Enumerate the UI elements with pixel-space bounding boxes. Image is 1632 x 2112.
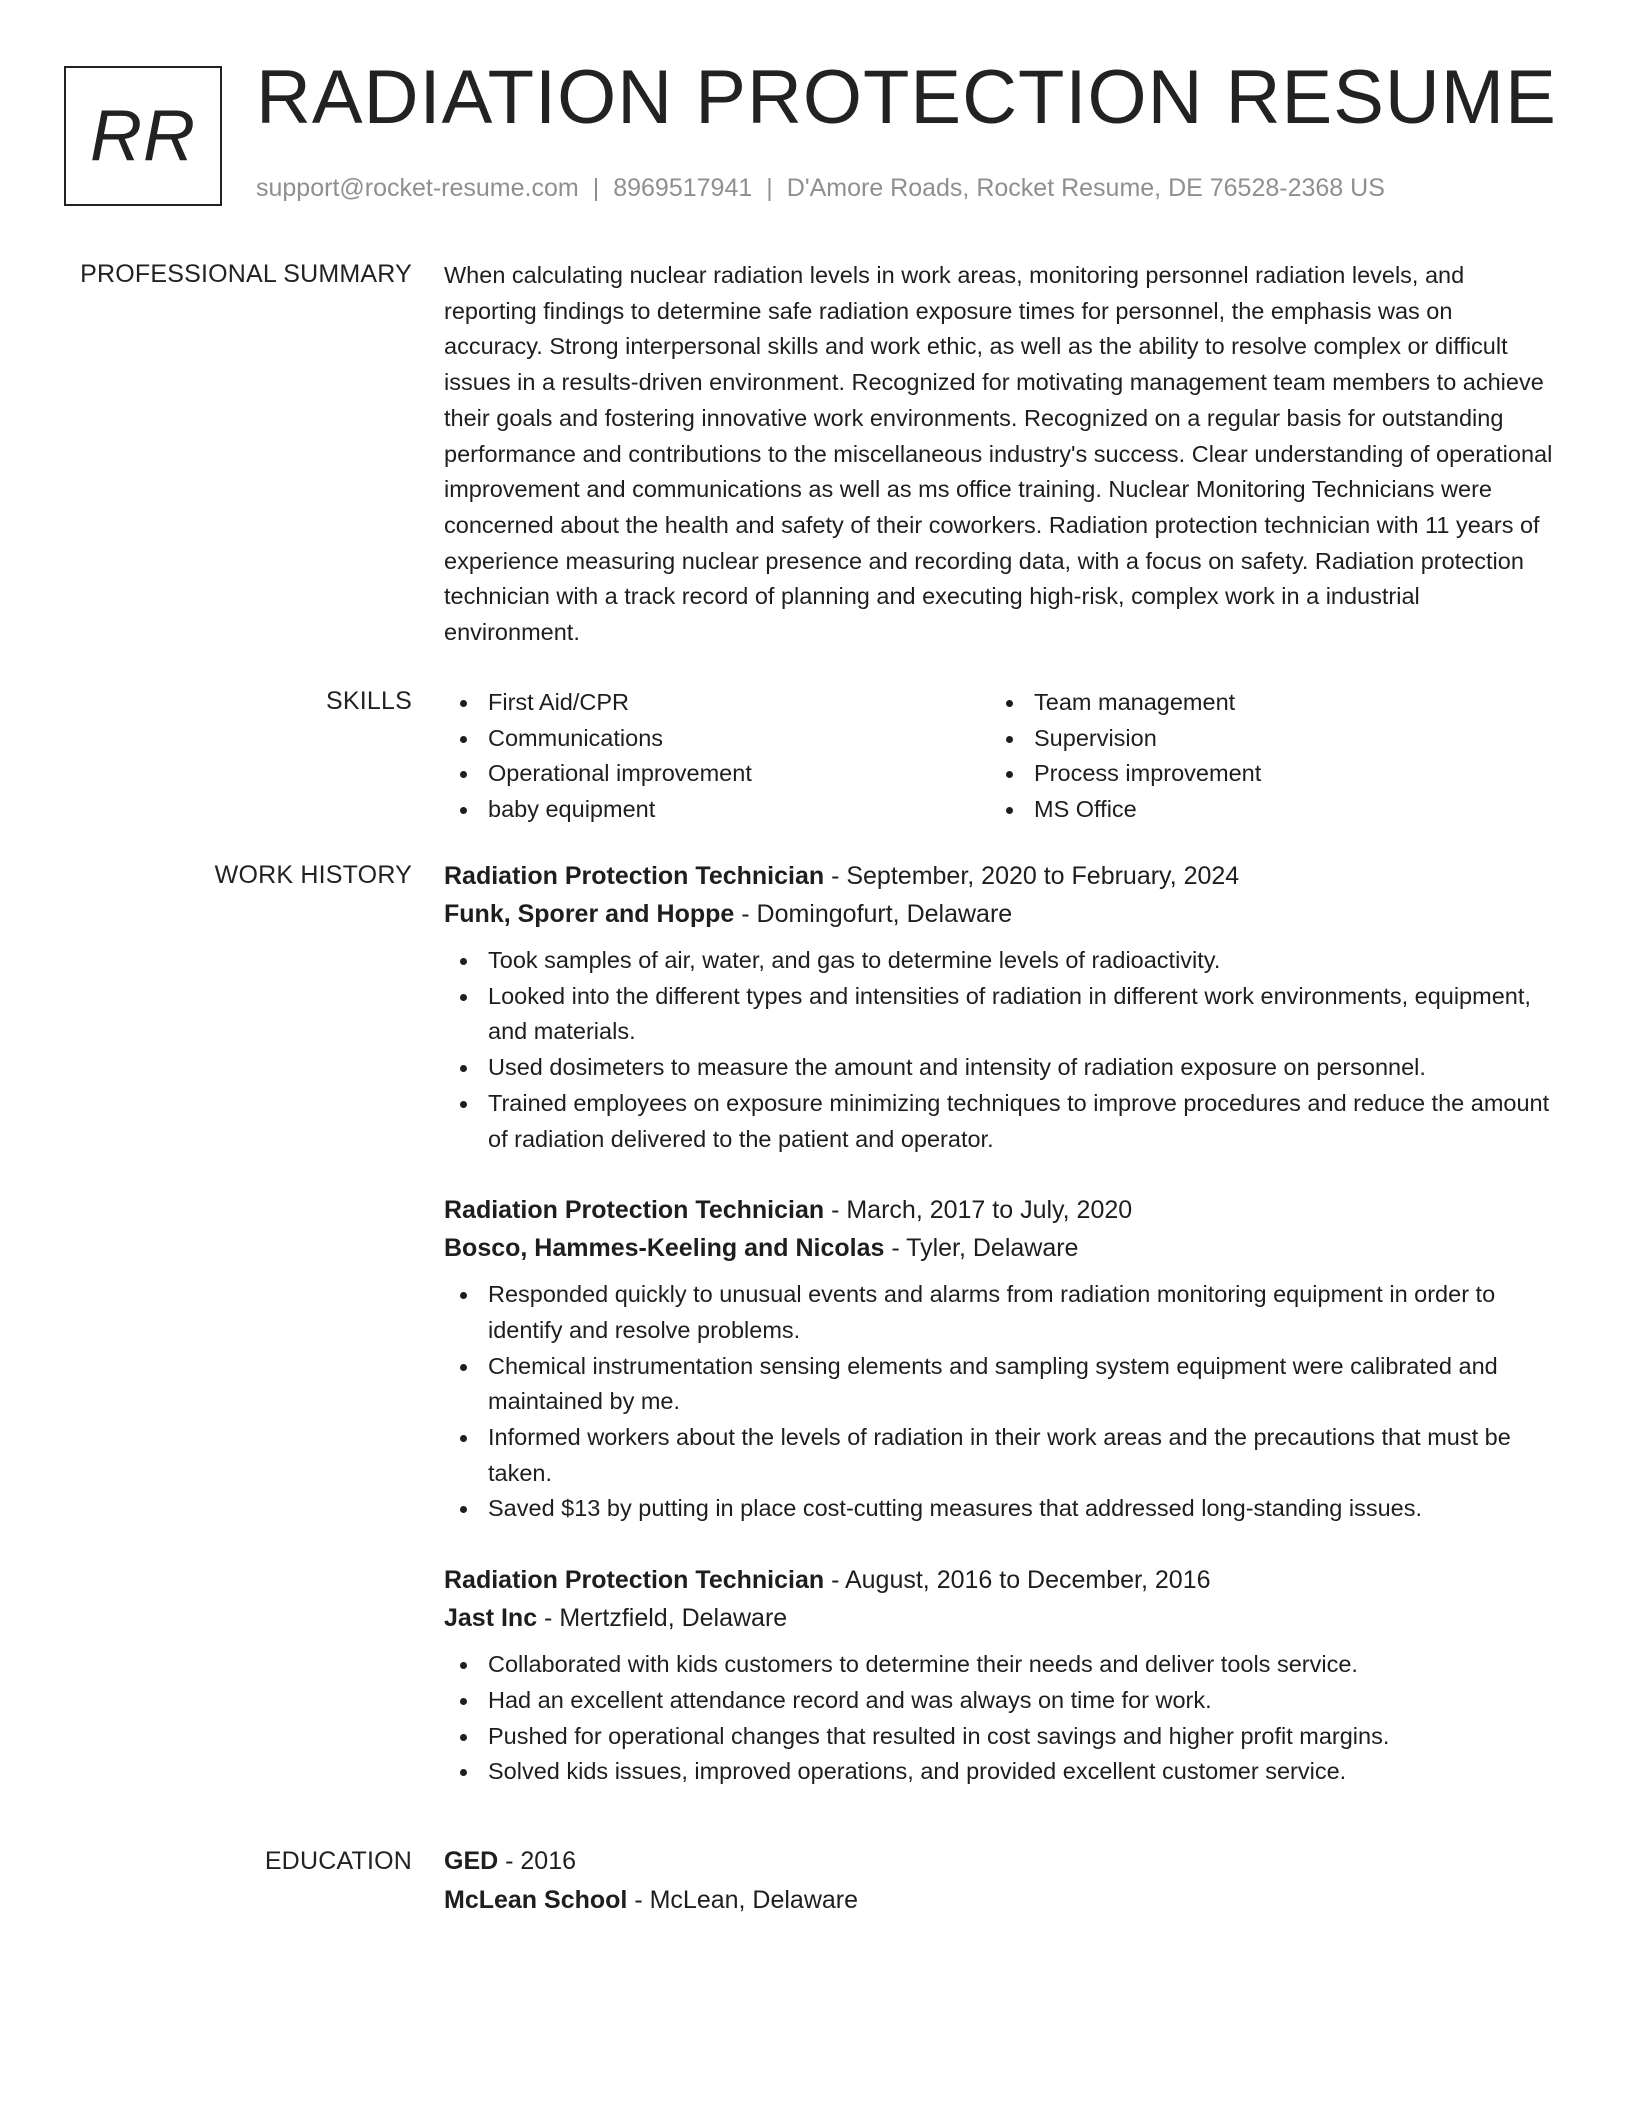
job-duty: Collaborated with kids customers to determine their needs and deliver tools service. [488,1647,1556,1683]
job-title: Radiation Protection Technician [444,1196,825,1225]
contact-phone[interactable]: 8969517941 [613,174,753,202]
job-company: Funk, Sporer and Hoppe [444,900,735,928]
education-school: McLean School [444,1886,628,1914]
section-heading-education: EDUCATION [264,1847,412,1875]
contact-line [256,174,1385,203]
section-heading-summary: PROFESSIONAL SUMMARY [80,260,412,288]
section-heading-work-history: WORK HISTORY [214,861,412,889]
job-title: Radiation Protection Technician [444,862,825,890]
skill-item: Team management [1034,685,1536,721]
job-duty: Pushed for operational changes that resulted in cost savings and higher profit margins. [488,1719,1556,1755]
job-duty: Trained employees on exposure minimizing techniques to improve procedures and reduce the amount of radiation delivered to the patient and operator. [488,1086,1556,1157]
education-degree: GED [444,1847,499,1875]
skills-list-right [990,685,1536,828]
job-title-line [444,857,1556,895]
contact-separator: | [592,174,600,202]
resume-title: RADIATION PROTECTION RESUME [256,55,1557,140]
job-company-line [444,895,1556,933]
job-entry [444,857,1556,1157]
job-location: - Mertzfield, Delaware [537,1604,788,1633]
education-school-line [444,1881,1556,1920]
contact-address: D'Amore Roads, Rocket Resume, DE 76528-2368 US [786,174,1385,202]
job-duty: Looked into the different types and intensities of radiation in different work environments, equipment, and materials. [488,979,1556,1050]
job-company-line [444,1599,1556,1637]
job-dates: - September, 2020 to February, 2024 [824,862,1240,890]
summary-text: When calculating nuclear radiation levels in work areas, monitoring personnel radiation levels, and reporting findings to determine safe radiation exposure times for personnel, the emphasis was on accuracy. Strong interpersonal skills and work ethic, as well as the ability to resolve complex or difficult issues in a results-driven environment. Recognized for motivating management team members to achieve their goals and fostering innovative work environments. Recognized on a regular basis for outstanding performance and contributions to the miscellaneous industry's success. Clear understanding of operational improvement and communications as well as ms office training. Nuclear Monitoring Technicians were concerned about the health and safety of their coworkers. Radiation protection technician with 11 years of experience measuring nuclear presence and recording data, with a focus on safety. Radiation protection technician with a track record of planning and executing high-risk, complex work in a industrial environment. [444,262,1553,646]
job-title: Radiation Protection Technician [444,1566,825,1595]
education-year: - 2016 [498,1847,577,1875]
job-duties-list [444,1277,1556,1527]
job-company-line [444,1229,1556,1267]
job-dates: - March, 2017 to July, 2020 [824,1196,1133,1225]
job-location: - Domingofurt, Delaware [734,900,1013,928]
job-company: Jast Inc [444,1604,538,1633]
skills-list-left [444,685,990,828]
job-duty: Informed workers about the levels of radiation in their work areas and the precautions that must be taken. [488,1420,1556,1491]
job-duty: Chemical instrumentation sensing elements and sampling system equipment were calibrated and maintained by me. [488,1349,1556,1420]
job-duty: Solved kids issues, improved operations, and provided excellent customer service. [488,1754,1556,1790]
monogram-initials: RR [90,96,196,176]
job-duty: Used dosimeters to measure the amount and intensity of radiation exposure on personnel. [488,1050,1556,1086]
job-duty: Saved $13 by putting in place cost-cutting measures that addressed long-standing issues. [488,1491,1556,1527]
skill-item: MS Office [1034,792,1536,828]
job-duty: Had an excellent attendance record and was always on time for work. [488,1683,1556,1719]
skill-item: Operational improvement [488,756,990,792]
job-duty: Responded quickly to unusual events and alarms from radiation monitoring equipment in order to identify and resolve problems. [488,1277,1556,1348]
contact-email[interactable]: support@rocket-resume.com [256,174,579,202]
education-degree-line [444,1842,1556,1881]
job-entry [444,1191,1556,1527]
job-duties-list [444,943,1556,1157]
skill-item: Process improvement [1034,756,1536,792]
contact-separator: | [766,174,773,202]
job-title-line [444,1561,1556,1599]
job-duty: Took samples of air, water, and gas to determine levels of radioactivity. [488,943,1556,979]
job-entry [444,1561,1556,1790]
job-title-line [444,1191,1556,1229]
job-duties-list [444,1647,1556,1790]
skill-item: Communications [488,721,990,757]
job-company: Bosco, Hammes-Keeling and Nicolas [444,1234,885,1263]
skill-item: Supervision [1034,721,1536,757]
job-location: - Tyler, Delaware [884,1234,1079,1263]
skill-item: baby equipment [488,792,990,828]
skill-item: First Aid/CPR [488,685,990,721]
skills-columns [444,685,1556,828]
section-heading-skills: SKILLS [326,687,412,715]
education-location: - McLean, Delaware [627,1886,859,1914]
job-dates: - August, 2016 to December, 2016 [824,1566,1211,1595]
monogram-logo [64,66,222,206]
